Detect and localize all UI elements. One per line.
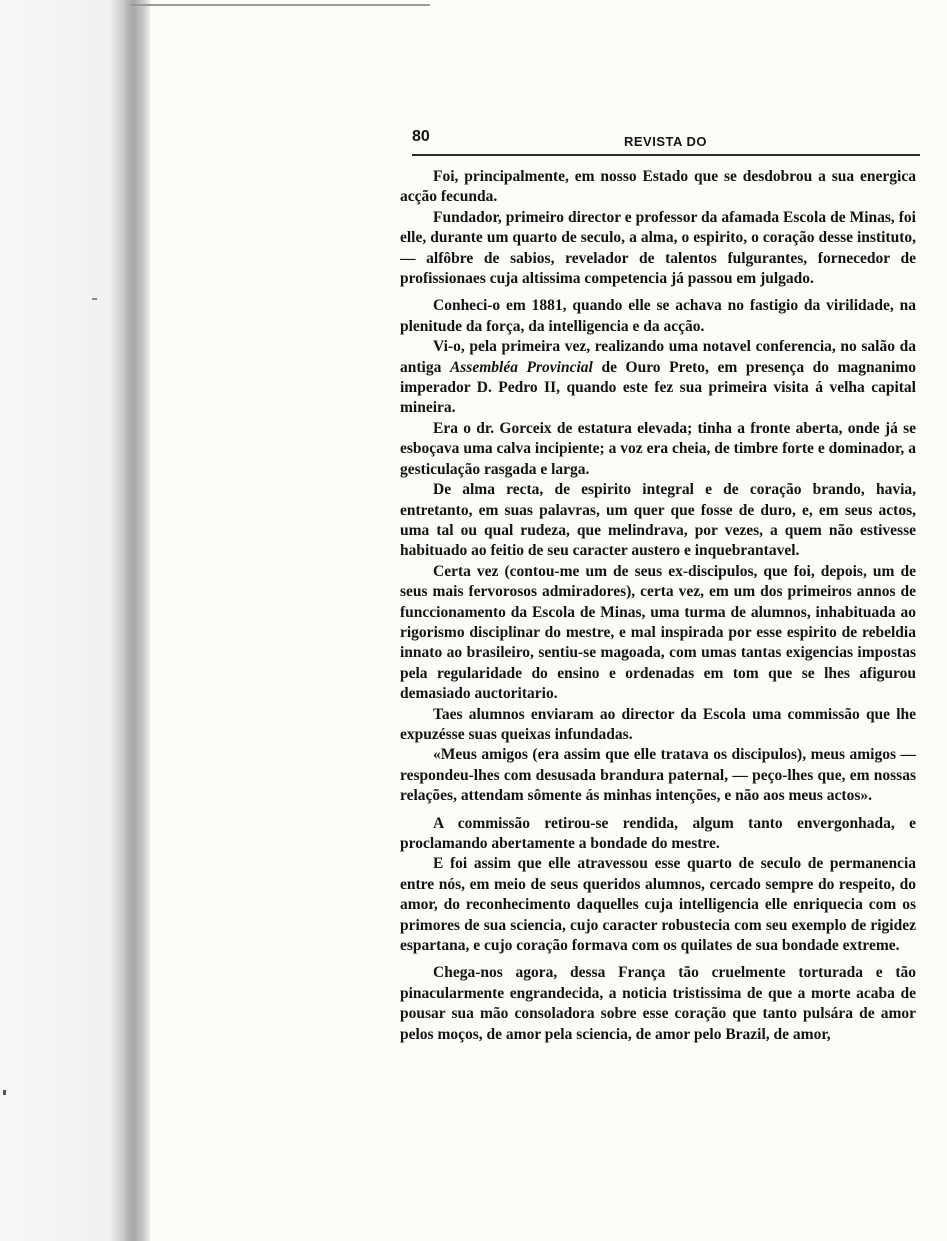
body-text: [400, 167, 916, 1045]
scan-speck: [3, 1090, 6, 1095]
paragraph: Foi, principalmente, em nosso Estado que se desdobrou a sua energica acção fecunda.: [400, 168, 916, 206]
paragraph: Fundador, primeiro director e professor da afamada Escola de Minas, foi elle, durante um quarto de seculo, a alma, o espirito, o coração desse instituto, — alfôbre de sabios, revelador de talentos fulgurantes, fornecedor de profissionaes cuja altissima competencia já passou em julgado.: [400, 208, 916, 288]
paragraph: [400, 337, 916, 419]
paragraph: Conheci-o em 1881, quando elle se achava no fastigio da virilidade, na plenitude da força, da intelligencia e da acção.: [400, 297, 916, 335]
paragraph: Taes alumnos enviaram ao director da Escola uma commissão que lhe expuzésse suas queixas infundadas.: [400, 705, 916, 743]
paragraph-text: Vi-o, pela primeira vez, realizando uma notavel conferencia, no salão da antiga: [400, 338, 916, 376]
page-number: 80: [412, 128, 430, 145]
paragraph: Era o dr. Gorceix de estatura elevada; tinha a fronte aberta, onde já se esboçava uma calva incipiente; a voz era cheia, de timbre forte e dominador, a gesticulação rasgada e larga.: [400, 419, 916, 478]
header-rule: [412, 154, 920, 156]
paragraph: Chega-nos agora, dessa França tão cruelmente torturada e tão pinacularmente engrandecida, a noticia tristissima de que a morte acaba de pousar sua mão consoladora sobre esse coração que tanto pulsára de amor pelos moços, de amor pela sciencia, de amor pelo Brazil, de amor,: [400, 964, 916, 1043]
top-edge-mark: [130, 4, 430, 6]
paragraph: E foi assim que elle atravessou esse quarto de seculo de permanencia entre nós, em meio de seus queridos alumnos, cercado sempre do respeito, do amor, do reconhecimento daquelles cuja intelligencia elle enriquecia com os primores de sua sciencia, cujo caracter robustecia com seu exemplo de rigidez espartana, e cujo coração formava com os quilates de sua bondade extreme.: [400, 855, 916, 955]
paragraph-text: de Ouro Preto, em presença do magnanimo imperador D. Pedro II, quando este fez sua primeira visita á velha capital mineira.: [400, 358, 917, 417]
book-gutter-shadow: [0, 0, 150, 1241]
italic-title: Assembléa Provincial: [449, 358, 593, 376]
paragraph: «Meus amigos (era assim que elle tratava os discipulos), meus amigos — respondeu-lhes com desusada brandura paternal, — peço-lhes que, em nossas relações, attendam sômente ás minhas intenções, e não aos meus actos».: [400, 746, 916, 805]
running-head: REVISTA DO: [624, 134, 708, 149]
page-header: [412, 128, 922, 158]
scan-speck: [92, 298, 97, 300]
paragraph: Certa vez (contou-me um de seus ex-discipulos, que foi, depois, um de seus mais fervorosos admiradores), certa vez, em um dos primeiros annos de funccionamento da Escola de Minas, uma turma de alumnos, inhabituada ao rigorismo disciplinar do mestre, e mal inspirada por esse espirito de rebeldia innato ao brasileiro, sentiu-se magoada, com umas tantas exigencias impostas pela regularidade do ensino e ordenadas em tom que se lhes afigurou demasiado auctoritario.: [400, 562, 916, 703]
paragraph: A commissão retirou-se rendida, algum tanto envergonhada, e proclamando abertamente a bondade do mestre.: [400, 814, 916, 852]
paragraph: De alma recta, de espirito integral e de coração brando, havia, entretanto, em suas palavras, um quer que fosse de duro, e, em seus actos, uma tal ou qual rudeza, que melindrava, por vezes, a quem não estivesse habituado ao feitio de seu caracter austero e inquebrantavel.: [400, 481, 916, 560]
